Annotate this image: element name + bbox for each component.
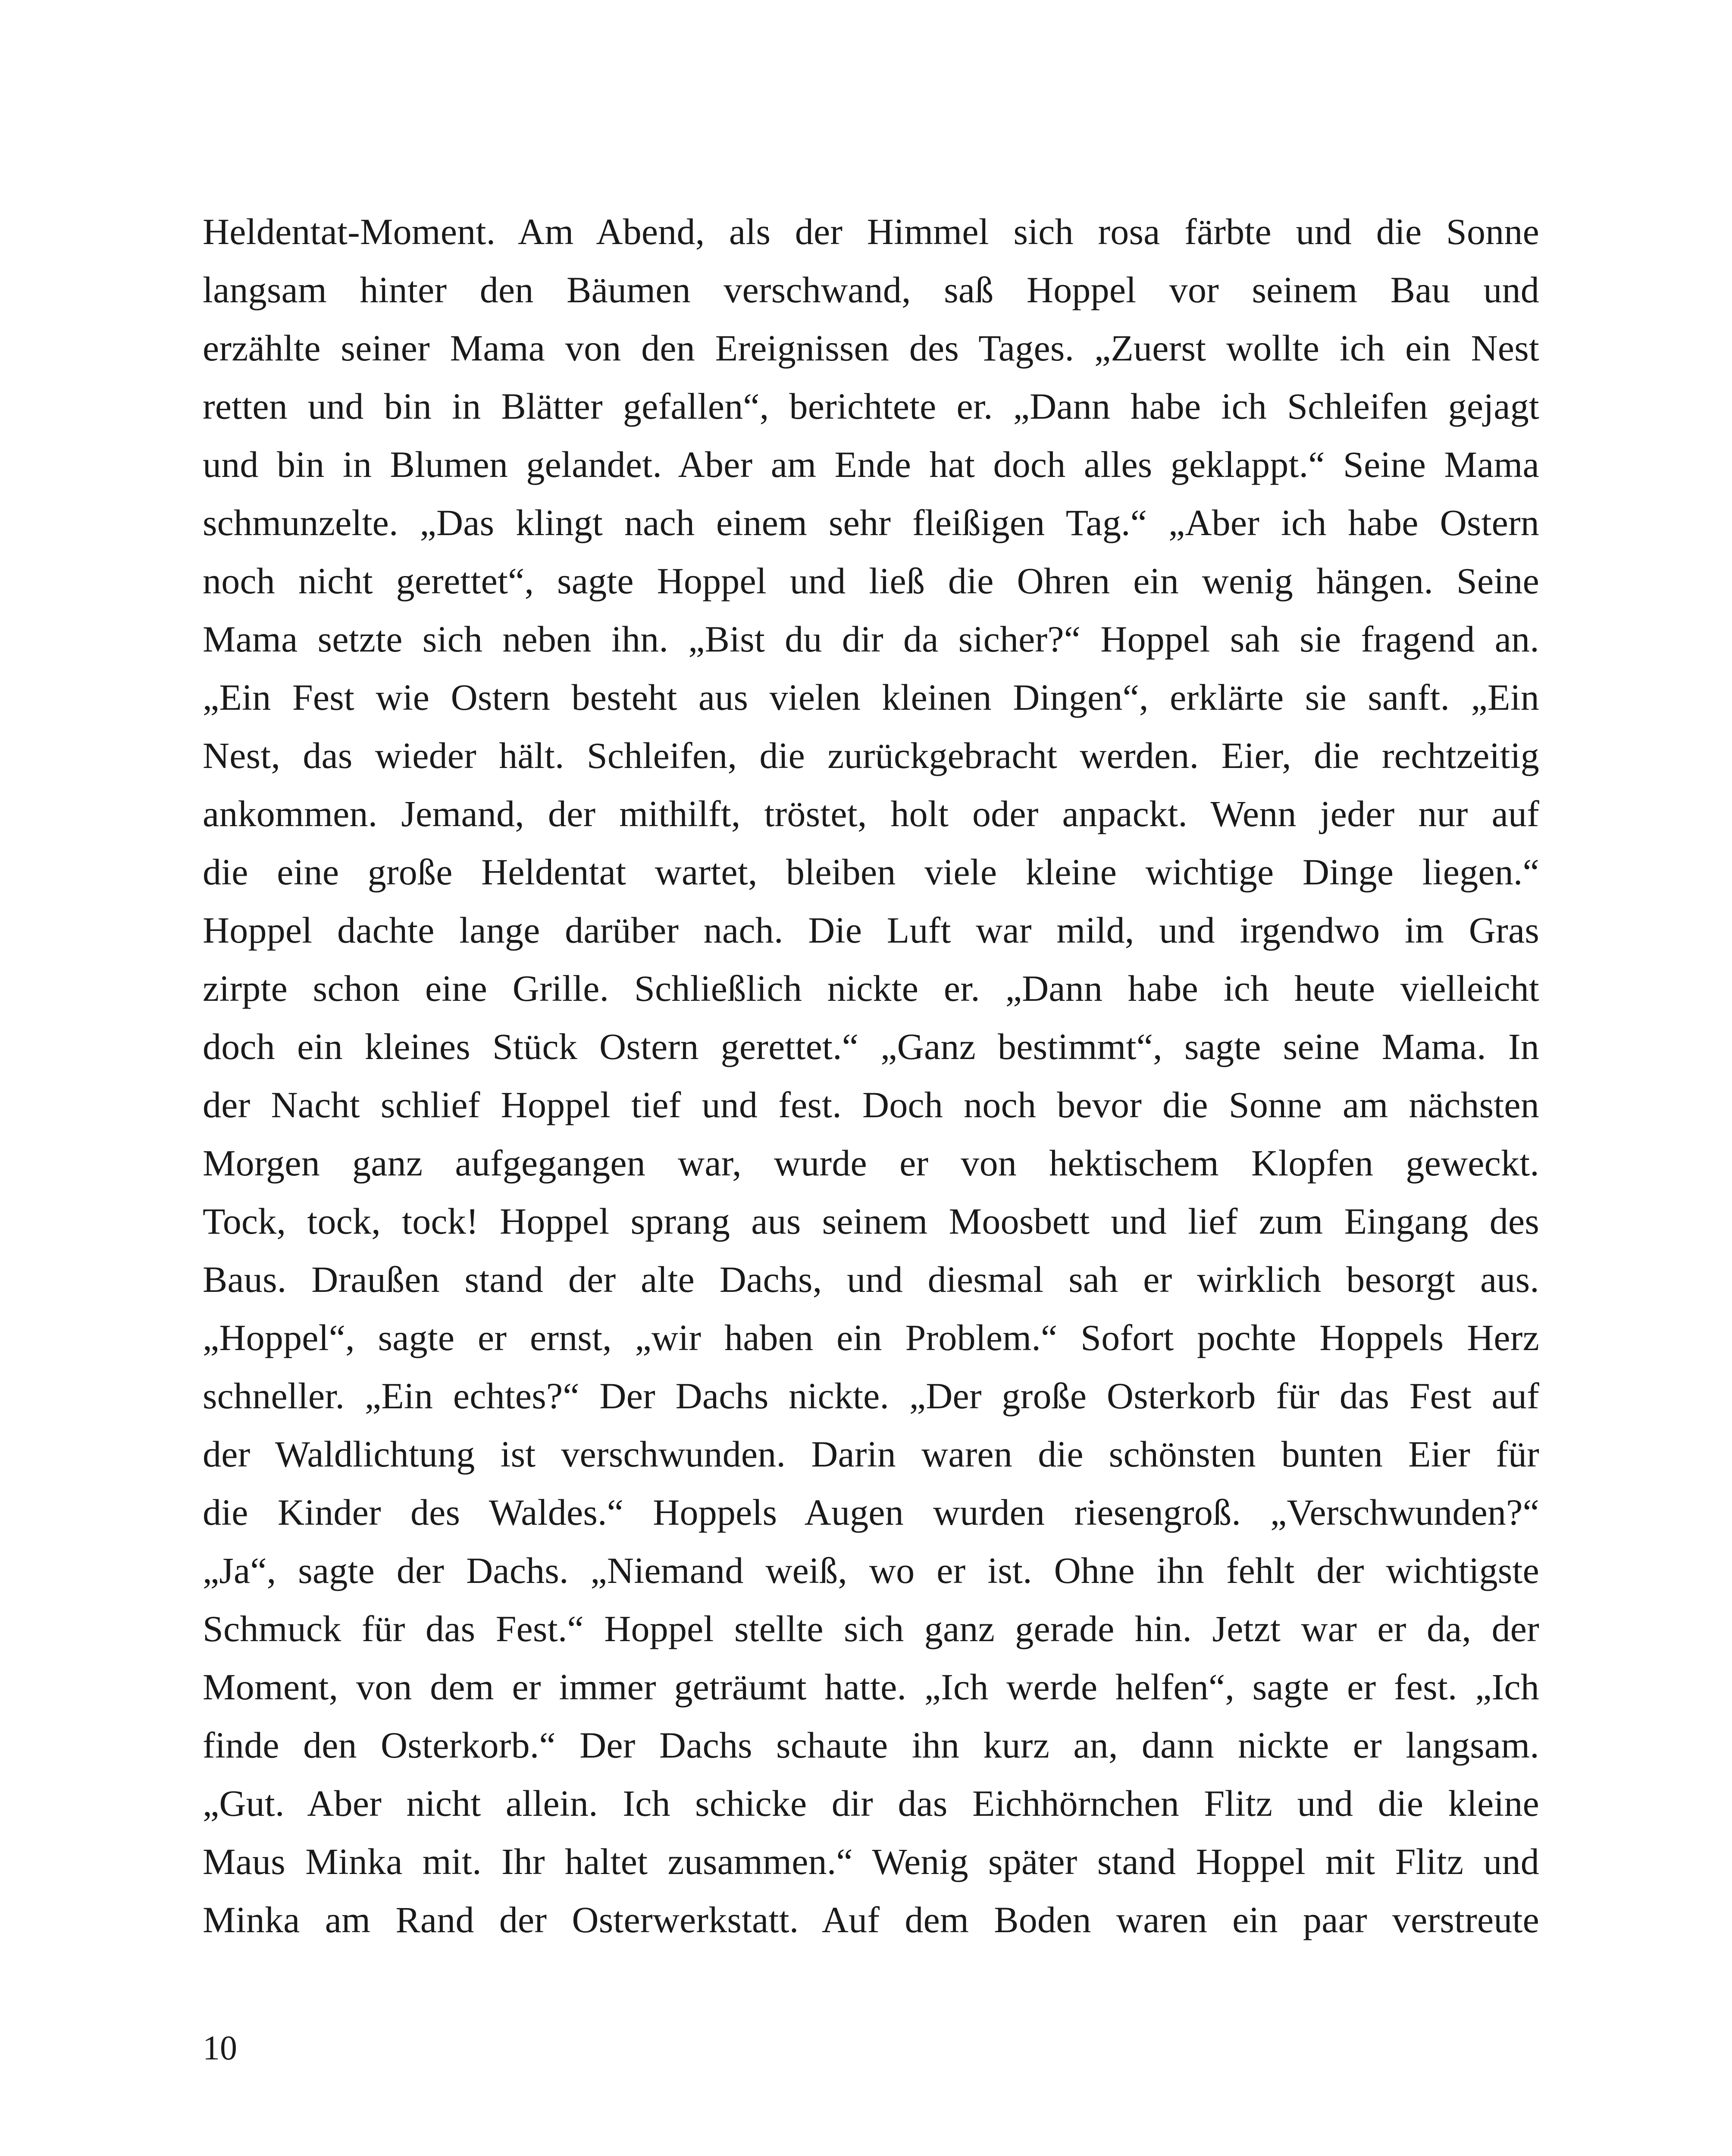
text-line: „Hoppel“, sagte er ernst, „wir haben ein Problem.“ Sofort pochte Hoppels Herz: [203, 1317, 1539, 1358]
text-line: finde den Osterkorb.“ Der Dachs schaute ihn kurz an, dann nickte er langsam.: [203, 1724, 1539, 1766]
text-line: schmunzelte. „Das klingt nach einem sehr fleißigen Tag.“ „Aber ich habe Ostern: [203, 502, 1539, 543]
text-line: Minka am Rand der Osterwerkstatt. Auf dem Boden waren ein paar verstreute: [203, 1899, 1539, 1940]
text-line: noch nicht gerettet“, sagte Hoppel und ließ die Ohren ein wenig hängen. Seine: [203, 560, 1539, 602]
page-number: 10: [203, 2029, 237, 2067]
text-line: Moment, von dem er immer geträumt hatte. „Ich werde helfen“, sagte er fest. „Ich: [203, 1666, 1539, 1708]
text-line: ankommen. Jemand, der mithilft, tröstet, holt oder anpackt. Wenn jeder nur auf: [203, 793, 1539, 834]
text-line: Nest, das wieder hält. Schleifen, die zurückgebracht werden. Eier, die rechtzeitig: [203, 735, 1539, 776]
text-line: langsam hinter den Bäumen verschwand, saß Hoppel vor seinem Bau und: [203, 269, 1539, 310]
text-line: zirpte schon eine Grille. Schließlich nickte er. „Dann habe ich heute vielleicht: [203, 968, 1539, 1009]
text-line: retten und bin in Blätter gefallen“, berichtete er. „Dann habe ich Schleifen gejagt: [203, 385, 1539, 427]
text-line: Hoppel dachte lange darüber nach. Die Luft war mild, und irgendwo im Gras: [203, 909, 1539, 951]
text-line: „Gut. Aber nicht allein. Ich schicke dir das Eichhörnchen Flitz und die kleine: [203, 1783, 1539, 1824]
text-line: Mama setzte sich neben ihn. „Bist du dir da sicher?“ Hoppel sah sie fragend an.: [203, 618, 1539, 660]
text-line: „Ja“, sagte der Dachs. „Niemand weiß, wo er ist. Ohne ihn fehlt der wichtigste: [203, 1550, 1539, 1591]
text-line: Heldentat-Moment. Am Abend, als der Himmel sich rosa färbte und die Sonne: [203, 211, 1539, 252]
body-text: [203, 203, 1539, 1949]
text-line: und bin in Blumen gelandet. Aber am Ende hat doch alles geklappt.“ Seine Mama: [203, 444, 1539, 485]
text-line: schneller. „Ein echtes?“ Der Dachs nickte. „Der große Osterkorb für das Fest auf: [203, 1375, 1539, 1416]
text-line: Schmuck für das Fest.“ Hoppel stellte sich ganz gerade hin. Jetzt war er da, der: [203, 1608, 1539, 1649]
text-line: erzählte seiner Mama von den Ereignissen des Tages. „Zuerst wollte ich ein Nest: [203, 327, 1539, 369]
text-line: „Ein Fest wie Ostern besteht aus vielen kleinen Dingen“, erklärte sie sanft. „Ein: [203, 677, 1539, 718]
text-line: die Kinder des Waldes.“ Hoppels Augen wurden riesengroß. „Verschwunden?“: [203, 1492, 1539, 1533]
text-line: Baus. Draußen stand der alte Dachs, und diesmal sah er wirklich besorgt aus.: [203, 1259, 1539, 1300]
text-line: Tock, tock, tock! Hoppel sprang aus seinem Moosbett und lief zum Eingang des: [203, 1200, 1539, 1242]
text-line: der Waldlichtung ist verschwunden. Darin waren die schönsten bunten Eier für: [203, 1433, 1539, 1475]
text-line: doch ein kleines Stück Ostern gerettet.“ „Ganz bestimmt“, sagte seine Mama. In: [203, 1026, 1539, 1067]
text-line: Maus Minka mit. Ihr haltet zusammen.“ Wenig später stand Hoppel mit Flitz und: [203, 1841, 1539, 1882]
text-line: die eine große Heldentat wartet, bleiben viele kleine wichtige Dinge liegen.“: [203, 851, 1539, 893]
text-line: Morgen ganz aufgegangen war, wurde er von hektischem Klopfen geweckt.: [203, 1142, 1539, 1184]
text-line: der Nacht schlief Hoppel tief und fest. Doch noch bevor die Sonne am nächsten: [203, 1084, 1539, 1125]
